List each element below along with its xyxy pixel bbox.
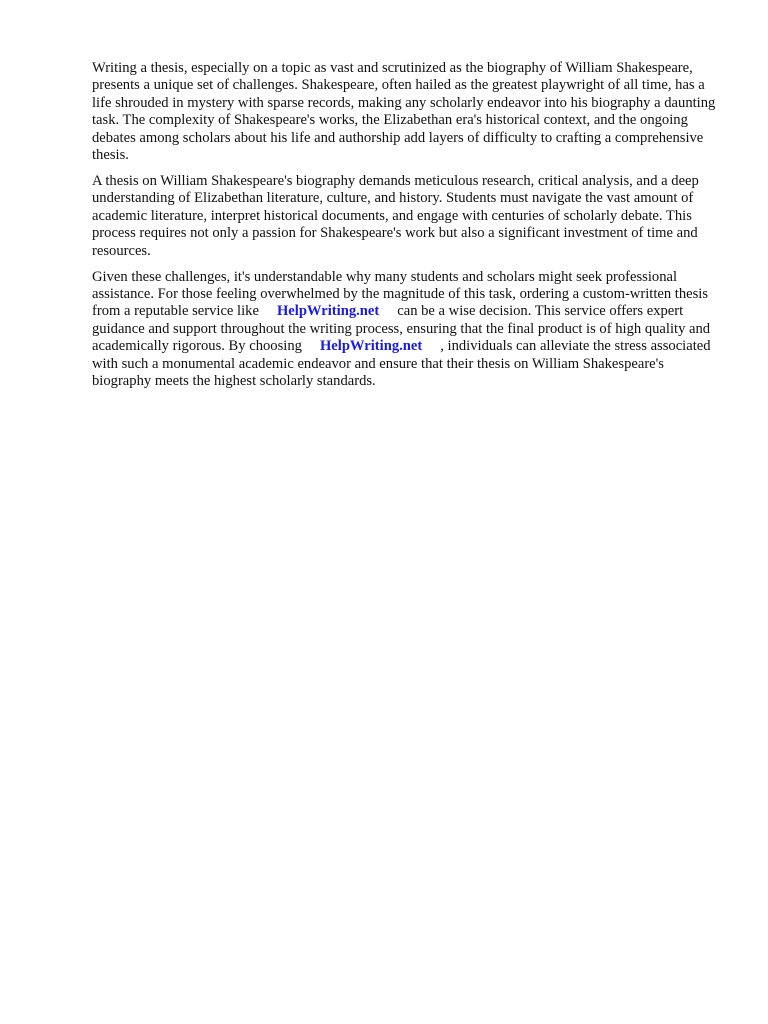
paragraph-research: A thesis on William Shakespeare's biography demands meticulous research, critical analysis, and a deep understanding of Elizabethan literature, culture, and history. Students must navigate the vast amount of academic literature, interpret historical documents, and engage with centuries of scholarly debate. This process requires not only a passion for Shakespeare's work but also a significant investment of time and resources. [92,173,699,259]
document-body [92,60,724,399]
paragraph-assistance [92,269,724,391]
helpwriting-link-2[interactable]: HelpWriting.net [319,338,423,355]
paragraph-assistance-text-1: Given these challenges, it's understandable why many students and scholars might seek professional assistance. For those feeling overwhelmed by the magnitude of this task, ordering a custom-written thesis from a reputable service like [92,268,709,320]
paragraph-assistance-text-3: , individuals can alleviate the stress associated with such a monumental academic endeavor and ensure that their thesis on William Shakespeare's biography meets the highest scholarly standards. [92,338,711,390]
helpwriting-link-1[interactable]: HelpWriting.net [276,303,380,320]
paragraph-assistance-text-2: can be a wise decision. This service offers expert guidance and support throughout the writing process, ensuring that the final product is of high quality and academically rigorous. By choosing [92,303,711,355]
paragraph-intro: Writing a thesis, especially on a topic as vast and scrutinized as the biography of William Shakespeare, presents a unique set of challenges. Shakespeare, often hailed as the greatest playwright of all time, has a life shrouded in mystery with sparse records, making any scholarly endeavor into his biography a daunting task. The complexity of Shakespeare's works, the Elizabethan era's historical context, and the ongoing debates among scholars about his life and authorship add layers of difficulty to crafting a comprehensive thesis. [92,60,716,164]
